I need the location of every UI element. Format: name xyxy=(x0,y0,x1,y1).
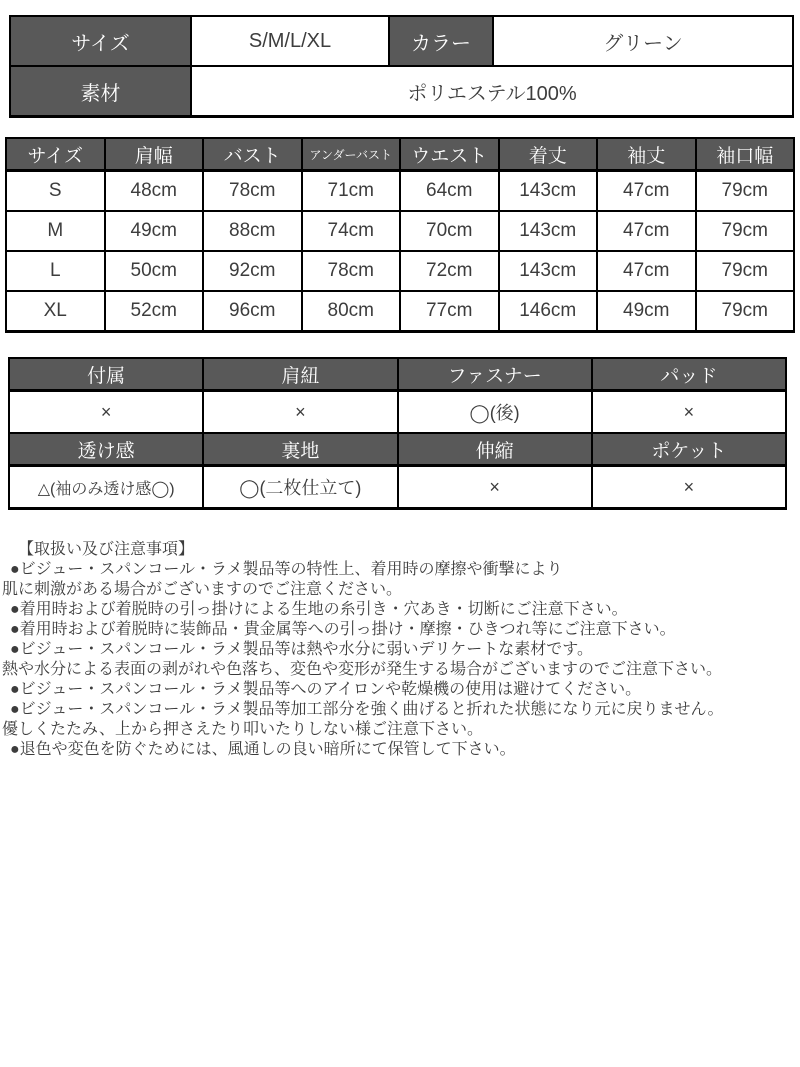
feature-value-pad: × xyxy=(592,391,786,434)
feature-header-stretch: 伸縮 xyxy=(398,433,592,466)
feature-value-fastener: ◯(後) xyxy=(398,391,592,434)
measure-cell: 79cm xyxy=(696,291,795,332)
color-label: カラー xyxy=(389,16,493,66)
color-value: グリーン xyxy=(493,16,793,66)
col-header-size: サイズ xyxy=(6,138,105,171)
note-line: ●着用時および着脱時の引っ掛けによる生地の糸引き・穴あき・切断にご注意下さい。 xyxy=(10,601,628,618)
col-header-shoulder: 肩幅 xyxy=(105,138,204,171)
size-name: S xyxy=(6,171,105,212)
feature-value-stretch: × xyxy=(398,466,592,509)
measure-cell: 79cm xyxy=(696,171,795,212)
measure-cell: 143cm xyxy=(499,171,598,212)
measure-cell: 47cm xyxy=(597,171,696,212)
size-label: サイズ xyxy=(10,16,191,66)
col-header-underbust: アンダーバスト xyxy=(302,138,401,171)
measure-cell: 48cm xyxy=(105,171,204,212)
note-line: ●ビジュー・スパンコール・ラメ製品等の特性上、着用時の摩擦や衝撃により xyxy=(10,561,563,578)
feature-header-pocket: ポケット xyxy=(592,433,786,466)
measure-cell: 78cm xyxy=(203,171,302,212)
measure-cell: 146cm xyxy=(499,291,598,332)
care-notes-title: 【取扱い及び注意事項】 xyxy=(18,541,195,558)
size-name: XL xyxy=(6,291,105,332)
measure-cell: 78cm xyxy=(302,251,401,291)
feature-header-strap: 肩紐 xyxy=(203,358,397,391)
col-header-cuff: 袖口幅 xyxy=(696,138,795,171)
measure-cell: 71cm xyxy=(302,171,401,212)
measure-cell: 72cm xyxy=(400,251,499,291)
measure-cell: 96cm xyxy=(203,291,302,332)
measure-cell: 143cm xyxy=(499,251,598,291)
col-header-bust: バスト xyxy=(203,138,302,171)
info-row-material xyxy=(10,66,793,117)
feature-header-sheerness: 透け感 xyxy=(9,433,203,466)
note-line: ●ビジュー・スパンコール・ラメ製品等へのアイロンや乾燥機の使用は避けてください。 xyxy=(10,681,642,698)
feature-header-accessory: 付属 xyxy=(9,358,203,391)
size-name: L xyxy=(6,251,105,291)
features-header-row-1 xyxy=(9,358,786,391)
size-row-xl xyxy=(6,291,794,332)
feature-header-fastener: ファスナー xyxy=(398,358,592,391)
size-chart-header-row xyxy=(6,138,794,171)
note-line: ●ビジュー・スパンコール・ラメ製品等加工部分を強く曲げると折れた状態になり元に戻りません。 xyxy=(10,701,724,718)
measure-cell: 49cm xyxy=(105,211,204,251)
material-value: ポリエステル100% xyxy=(191,66,793,117)
note-line: 肌に刺激がある場合がございますのでご注意ください。 xyxy=(2,581,403,598)
feature-value-pocket: × xyxy=(592,466,786,509)
col-header-length: 着丈 xyxy=(499,138,598,171)
measure-cell: 47cm xyxy=(597,211,696,251)
measure-cell: 52cm xyxy=(105,291,204,332)
features-table xyxy=(8,357,787,510)
size-row-m xyxy=(6,211,794,251)
features-value-row-1 xyxy=(9,391,786,434)
material-label: 素材 xyxy=(10,66,191,117)
measure-cell: 74cm xyxy=(302,211,401,251)
col-header-sleeve: 袖丈 xyxy=(597,138,696,171)
care-notes xyxy=(0,540,800,760)
measure-cell: 79cm xyxy=(696,251,795,291)
feature-header-pad: パッド xyxy=(592,358,786,391)
feature-value-accessory: × xyxy=(9,391,203,434)
measure-cell: 47cm xyxy=(597,251,696,291)
measure-cell: 70cm xyxy=(400,211,499,251)
measure-cell: 79cm xyxy=(696,211,795,251)
measure-cell: 49cm xyxy=(597,291,696,332)
size-row-l xyxy=(6,251,794,291)
feature-value-sheerness: △(袖のみ透け感◯) xyxy=(9,466,203,509)
size-name: M xyxy=(6,211,105,251)
note-line: ●ビジュー・スパンコール・ラメ製品等は熱や水分に弱いデリケートな素材です。 xyxy=(10,641,593,658)
measure-cell: 77cm xyxy=(400,291,499,332)
product-info-table xyxy=(9,15,794,118)
features-header-row-2 xyxy=(9,433,786,466)
note-line: 優しくたたみ、上から押さえたり叩いたりしない様ご注意下さい。 xyxy=(2,721,483,738)
features-value-row-2 xyxy=(9,466,786,509)
measure-cell: 92cm xyxy=(203,251,302,291)
note-line: 熱や水分による表面の剥がれや色落ち、変色や変形が発生する場合がございますのでご注意下さい。 xyxy=(2,661,723,678)
size-chart-table xyxy=(5,137,795,333)
note-line: ●着用時および着脱時に装飾品・貴金属等への引っ掛け・摩擦・ひきつれ等にご注意下さい。 xyxy=(10,621,676,638)
feature-value-lining: ◯(二枚仕立て) xyxy=(203,466,397,509)
measure-cell: 64cm xyxy=(400,171,499,212)
note-line: ●退色や変色を防ぐためには、風通しの良い暗所にて保管して下さい。 xyxy=(10,741,516,758)
feature-value-strap: × xyxy=(203,391,397,434)
measure-cell: 80cm xyxy=(302,291,401,332)
measure-cell: 143cm xyxy=(499,211,598,251)
size-row-s xyxy=(6,171,794,212)
size-value: S/M/L/XL xyxy=(191,16,389,66)
col-header-waist: ウエスト xyxy=(400,138,499,171)
measure-cell: 50cm xyxy=(105,251,204,291)
feature-header-lining: 裏地 xyxy=(203,433,397,466)
info-row-size-color xyxy=(10,16,793,66)
measure-cell: 88cm xyxy=(203,211,302,251)
